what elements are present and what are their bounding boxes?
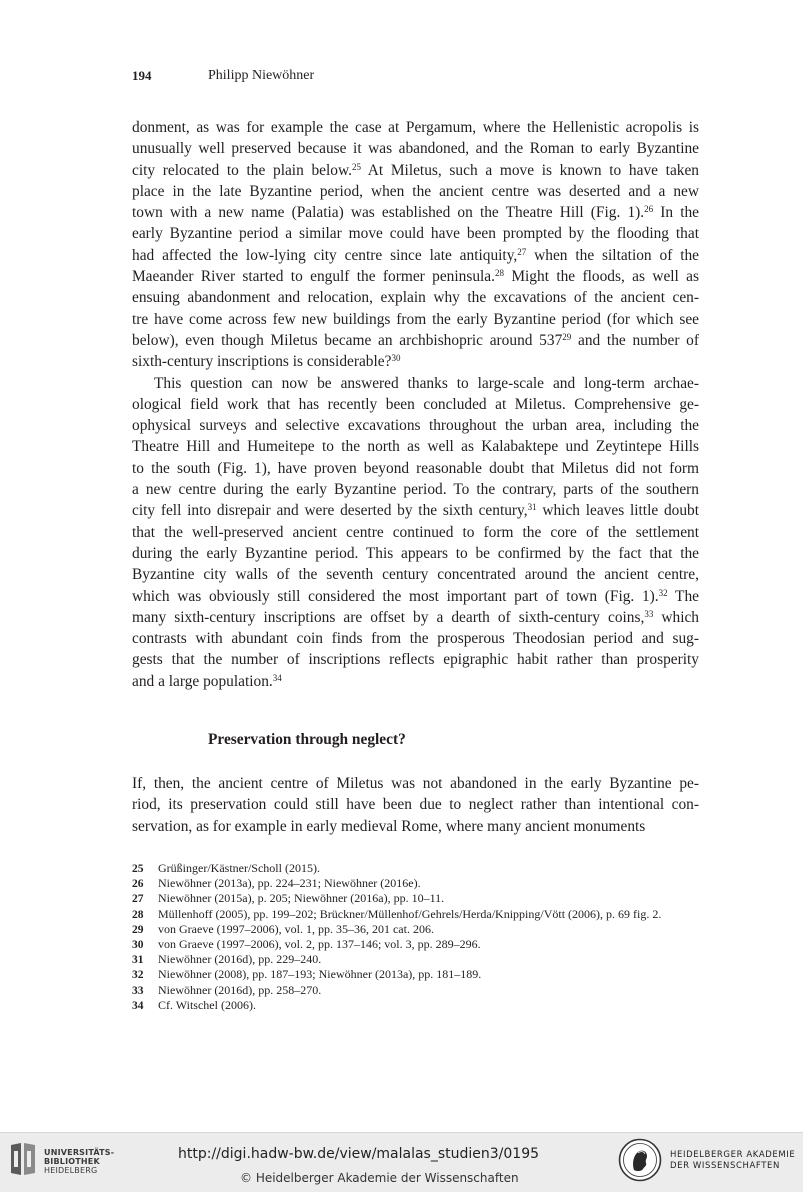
academy-name-line: HEIDELBERGER AKADEMIE xyxy=(670,1150,796,1160)
footnote-number: 27 xyxy=(132,893,144,906)
text-line xyxy=(132,628,699,649)
footnote-text: Niewöhner (2016d), pp. 258–270. xyxy=(158,982,322,997)
permalink-url[interactable]: http://digi.hadw-bw.de/view/malalas_studien3/0195 xyxy=(178,1146,540,1162)
line-text: city fell into disrepair and were deserted by the sixth century, xyxy=(132,502,528,520)
line-text: many sixth-century inscriptions are offset by a dearth of sixth-century coins, xyxy=(132,608,645,626)
footnote-marker[interactable]: 34 xyxy=(272,672,282,683)
footnote-text: von Graeve (1997–2006), vol. 1, pp. 35–36, 201 cat. 206. xyxy=(158,921,434,936)
paragraph-1 xyxy=(132,117,699,373)
body-text xyxy=(132,117,699,692)
academy-name-line: DER WISSENSCHAFTEN xyxy=(670,1161,780,1171)
text-line xyxy=(132,287,699,308)
text-line xyxy=(132,330,699,351)
footnote-item xyxy=(132,922,712,937)
footnote-number: 31 xyxy=(132,954,144,967)
text-line xyxy=(132,245,699,266)
text-line xyxy=(132,373,699,394)
footnote-text: Cf. Witschel (2006). xyxy=(158,997,256,1012)
text-line xyxy=(132,522,699,543)
line-text: and a large population. xyxy=(132,672,273,690)
footnote-text: Niewöhner (2013a), pp. 224–231; Niewöhner (2016e). xyxy=(158,876,421,891)
footnote-item xyxy=(132,876,712,891)
body-text-continued xyxy=(132,773,699,837)
text-line xyxy=(132,458,699,479)
text-line xyxy=(132,794,699,815)
text-line xyxy=(132,394,699,415)
footnote-item xyxy=(132,861,712,876)
line-text: during the early Byzantine period. This appears to be confirmed by the fact that the xyxy=(132,544,699,562)
text-line xyxy=(132,160,699,181)
footnote-number: 26 xyxy=(132,878,144,891)
footnote-item xyxy=(132,952,712,967)
library-name-line: HEIDELBERG xyxy=(44,1166,98,1175)
running-head xyxy=(132,68,315,85)
line-text: Maeander River started to engulf the former peninsula. xyxy=(132,268,495,286)
line-text: riod, its preservation could still have been due to neglect rather than intentional con- xyxy=(132,796,699,814)
library-name-line: UNIVERSITÄTS- xyxy=(44,1148,115,1157)
footnote-number: 25 xyxy=(132,863,144,875)
footnote-number: 28 xyxy=(132,908,144,921)
line-text: that the well-preserved ancient centre continued to form the core of the settlement xyxy=(132,523,699,541)
academy-name xyxy=(670,1150,795,1172)
footnote-marker[interactable]: 33 xyxy=(644,608,654,619)
academy-seal-icon xyxy=(618,1138,662,1182)
line-text: which leaves little doubt xyxy=(536,502,700,520)
line-text: town with a new name (Palatia) was established on the Theatre Hill (Fig. 1). xyxy=(132,204,645,222)
line-text: unusually well preserved because it was abandoned, and the Roman to early Byzantine xyxy=(132,140,699,158)
paragraph-3 xyxy=(132,773,699,837)
footnotes xyxy=(132,861,712,1013)
line-text: ological field work that has recently been concluded at Miletus. Comprehensive ge- xyxy=(132,395,699,413)
text-line xyxy=(132,816,699,837)
footnote-text: Grüßinger/Kästner/Scholl (2015). xyxy=(158,861,320,875)
line-text: Byzantine city walls of the seventh century concentrated around the ancient centre, xyxy=(132,566,699,584)
footnote-text: Müllenhoff (2005), pp. 199–202; Brückner/Müllenhof/Gehrels/Herda/Knipping/Vött (2006), p. 69 fig. 2. xyxy=(158,906,662,921)
line-text: had affected the low-lying city centre since late antiquity, xyxy=(132,246,518,264)
line-text: ophysical surveys and selective excavations throughout the urban area, including the xyxy=(132,417,699,435)
footnote-item xyxy=(132,998,712,1013)
text-line xyxy=(132,181,699,202)
footnote-text: von Graeve (1997–2006), vol. 2, pp. 137–146; vol. 3, pp. 289–296. xyxy=(158,936,481,951)
text-line xyxy=(132,117,699,138)
line-text: At Miletus, such a move is known to have taken xyxy=(360,161,699,179)
line-text: a new centre during the early Byzantine period. To the contrary, parts of the southern xyxy=(132,481,699,499)
text-line xyxy=(132,266,699,287)
footnote-item xyxy=(132,907,712,922)
library-name xyxy=(44,1148,114,1175)
line-text: sixth-century inscriptions is considerable? xyxy=(132,353,392,371)
line-text: place in the late Byzantine period, when the ancient centre was deserted and a new xyxy=(132,182,699,200)
line-text: city relocated to the plain below. xyxy=(132,161,352,179)
text-line xyxy=(132,138,699,159)
footnote-number: 33 xyxy=(132,984,144,997)
footnote-marker[interactable]: 30 xyxy=(391,353,401,364)
line-text: which xyxy=(653,608,699,626)
text-line xyxy=(132,586,699,607)
line-text: This question can now be answered thanks to large-scale and long-term archae- xyxy=(154,374,699,392)
line-text: servation, as for example in early medieval Rome, where many ancient monuments xyxy=(132,817,646,835)
line-text: gests that the number of inscriptions reflects epigraphic habit rather than prosperity xyxy=(132,651,699,669)
footnote-marker[interactable]: 31 xyxy=(527,502,537,513)
footnote-item xyxy=(132,891,712,906)
footnote-marker[interactable]: 29 xyxy=(562,331,572,342)
page-number: 194 xyxy=(132,68,152,83)
line-text: The xyxy=(667,587,699,605)
library-name-line: BIBLIOTHEK xyxy=(44,1157,100,1166)
line-text: In the xyxy=(653,204,699,222)
footnote-marker[interactable]: 25 xyxy=(351,161,361,172)
footnote-number: 34 xyxy=(132,999,144,1012)
footnote-text: Niewöhner (2015a), p. 205; Niewöhner (2016a), pp. 10–11. xyxy=(158,891,445,906)
line-text: to the south (Fig. 1), have proven beyond reasonable doubt that Miletus did not form xyxy=(132,459,699,477)
footnote-marker[interactable]: 32 xyxy=(658,587,668,598)
copyright-notice: © Heidelberger Akademie der Wissenschaften xyxy=(240,1171,519,1185)
text-line xyxy=(132,671,699,692)
footnote-item xyxy=(132,937,712,952)
text-line xyxy=(132,223,699,244)
text-line xyxy=(132,415,699,436)
footnote-marker[interactable]: 28 xyxy=(495,268,504,279)
line-text: donment, as was for example the case at Pergamum, where the Hellenistic acropolis is xyxy=(132,119,699,136)
footnote-text: Niewöhner (2016d), pp. 229–240. xyxy=(158,952,322,967)
section-heading: Preservation through neglect? xyxy=(208,731,406,748)
line-text: below), even though Miletus became an archbishopric around 537 xyxy=(132,331,563,349)
text-line xyxy=(132,436,699,457)
footnote-text: Niewöhner (2008), pp. 187–193; Niewöhner (2013a), pp. 181–189. xyxy=(158,967,482,982)
line-text: which was obviously still considered the most important part of town (Fig. 1). xyxy=(132,587,659,605)
text-line xyxy=(132,649,699,670)
footnote-item xyxy=(132,967,712,982)
text-line xyxy=(132,479,699,500)
text-line xyxy=(132,309,699,330)
footnote-number: 29 xyxy=(132,923,144,936)
text-line xyxy=(132,500,699,521)
footnote-marker[interactable]: 26 xyxy=(644,204,654,215)
line-text: tre have come across few new buildings from the early Byzantine period (for which see xyxy=(132,310,699,328)
line-text: early Byzantine period a similar move could have been prompted by the flooding that xyxy=(132,225,699,243)
paragraph-2 xyxy=(132,373,699,692)
line-text: when the siltation of the xyxy=(526,246,699,264)
line-text: Might the floods, as well as xyxy=(504,268,699,286)
line-text: If, then, the ancient centre of Miletus was not abandoned in the early Byzantine pe- xyxy=(132,775,699,792)
text-line xyxy=(132,351,699,372)
university-library-logo-icon xyxy=(8,1141,38,1177)
footnote-number: 30 xyxy=(132,938,144,951)
line-text: contrasts with abundant coin finds from the prosperous Theodosian period and sug- xyxy=(132,630,699,648)
text-line xyxy=(132,202,699,223)
footnote-item xyxy=(132,983,712,998)
text-line xyxy=(132,607,699,628)
footnote-marker[interactable]: 27 xyxy=(517,246,527,257)
line-text: Theatre Hill and Humeitepe to the north as well as Kalabaktepe und Zeytintepe Hills xyxy=(132,438,699,456)
text-line xyxy=(132,564,699,585)
line-text: ensuing abandonment and relocation, explain why the excavations of the ancient cen- xyxy=(132,289,699,307)
line-text: and the number of xyxy=(571,331,699,349)
text-line xyxy=(132,543,699,564)
footnote-number: 32 xyxy=(132,969,144,982)
text-line xyxy=(132,773,699,794)
running-head-author: Philipp Niewöhner xyxy=(208,68,315,83)
